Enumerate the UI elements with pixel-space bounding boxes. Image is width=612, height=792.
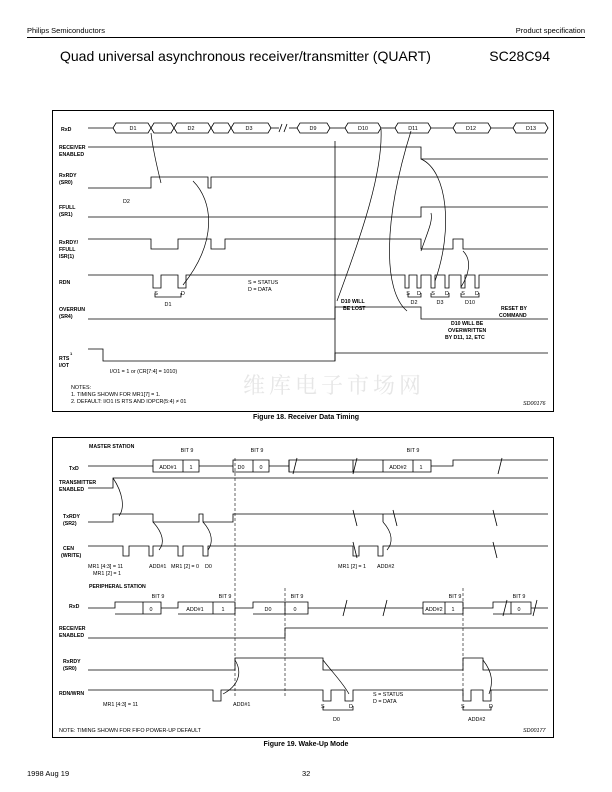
sig-iot: I/OT [59,363,70,369]
sig-ffull-2: FFULL [59,247,76,253]
sig-rxrdy-ffull: RxRDY/ [59,240,79,246]
bit9-label-3: BIT 9 [406,448,420,454]
sig-rxrdy: RxRDY [59,173,77,179]
watermark-text: 维库电子市场网 [243,374,426,399]
sig-sr0-19: (SR0) [63,666,77,672]
rdn-group-d1: D1 [164,302,172,308]
word-d11: D11 [408,126,418,132]
tx-bit-0: 0 [259,465,263,471]
sig-rxd: RxD [61,127,72,133]
company-name: Philips Semiconductors [27,26,105,35]
rdn-d3: D [445,291,449,297]
tx-d0: D0 [237,465,245,471]
sig-tx-enabled: ENABLED [59,487,85,493]
word-d10: D10 [358,126,368,132]
sig-rxd-19: RxD [69,604,80,610]
cen-add2: ADD#2 [377,564,395,570]
rdn-add2: ADD#2 [468,717,486,723]
rdn-group-d3: D3 [436,300,444,306]
sig-receiver-19: RECEIVER [59,626,86,632]
note-command: COMMAND [499,313,527,319]
rdn-d-2: D [489,704,493,710]
rdn-mr1-43: MR1 [4:3] = 11 [103,702,139,708]
notes-heading: NOTES: [71,385,92,391]
rdn-s4: S [461,291,465,297]
rx-bit-0c: 0 [517,607,521,613]
rx-d0: D0 [264,607,272,613]
rdn-d4: D [475,291,479,297]
rdn-s1: S [154,291,158,297]
rx-bit-1b: 1 [451,607,455,613]
sig-ffull: FFULL [59,205,76,211]
sig-receiver: RECEIVER [59,145,86,151]
label-d2: D2 [123,199,130,205]
document-type: Product specification [515,26,585,35]
bit9-label-1: BIT 9 [180,448,194,454]
legend-data-19: D = DATA [373,699,397,705]
sig-sr2: (SR2) [63,521,77,527]
cen-d0: D0 [205,564,212,570]
word-d1: D1 [129,126,137,132]
rdn-group-d2: D2 [410,300,418,306]
legend-data: D = DATA [248,287,272,293]
figure-19-wake-up-mode [52,437,554,738]
tx-bit-1b: 1 [419,465,423,471]
rdn-group-d10: D10 [465,300,475,306]
note-overwritten: OVERWRITTEN [448,328,487,334]
bit9-p1: BIT 9 [151,594,165,600]
notes-line-1: 1. TIMING SHOWN FOR MR1[7] = 1. [71,392,161,398]
word-d9: D9 [309,126,317,132]
cen-mr1-43: MR1 [4:3] = 11 [88,564,124,570]
sig-rts: RTS [59,356,70,362]
legend-status: S = STATUS [248,280,279,286]
io-note: I/O1 = 1 or (CR[7:4] = 1010) [110,369,178,375]
cen-mr1-2-1-a: MR1 [2] = 1 [93,571,122,577]
tx-add1: ADD#1 [159,465,177,471]
note-d10-will: D10 WILL [341,299,365,305]
rdn-add1: ADD#1 [233,702,251,708]
rdn-d1: D [181,291,185,297]
figure-18-diagram [53,111,553,411]
footer-page-number: 32 [302,769,311,778]
tx-bit-1: 1 [189,465,193,471]
sig-sr0: (SR0) [59,180,73,186]
rdn-s2: S [406,291,410,297]
figure-19-caption: Figure 19. Wake-Up Mode [263,741,349,748]
sig-txrdy: TxRDY [63,514,81,520]
sig-rxrdy-19: RxRDY [63,659,81,665]
footer-date: 1998 Aug 19 [27,769,70,778]
figure-code-19: SD00177 [523,728,546,734]
sig-enabled: ENABLED [59,152,85,158]
sig-write: (WRITE) [61,553,82,559]
rx-add1: ADD#1 [186,607,204,613]
sig-rdn-wrn: RDN/WRN [59,691,85,697]
sig-sr1: (SR1) [59,212,73,218]
cen-mr1-2-0: MR1 [2] = 0 [171,564,200,570]
part-number: SC28C94 [489,48,550,64]
figure-18-receiver-data-timing [52,110,554,412]
header-rule [27,37,585,38]
cen-add1: ADD#1 [149,564,167,570]
word-d12: D12 [466,126,476,132]
notes-line-2: 2. DEFAULT: I/O1 IS RTS AND IOPCR(5:4) ≠ 01 [71,399,187,405]
sig-cen: CEN [63,546,74,552]
figure-code-18: SD00176 [523,401,546,407]
rdn-d-1: D [349,704,353,710]
sig-overrun: OVERRUN [59,307,85,313]
figure-19-diagram [53,438,553,737]
note-by-d11: BY D11, 12, ETC [445,335,485,341]
note-d10-will-be: D10 WILL BE [451,321,484,327]
figure-18-caption: Figure 18. Receiver Data Timing [252,414,360,421]
peripheral-station-label: PERIPHERAL STATION [89,584,146,590]
tx-add2: ADD#2 [389,465,407,471]
sig-sr4: (SR4) [59,314,73,320]
page-title: Quad universal asynchronous receiver/transmitter (QUART) [60,48,431,64]
note-fifo: NOTE: TIMING SHOWN FOR FIFO POWER-UP DEFAULT [59,728,201,734]
rx-bit-1: 1 [221,607,225,613]
sig-txd: TxD [69,466,79,472]
bit9-p3: BIT 9 [290,594,304,600]
rts-superscript: 1 [70,351,73,356]
bit9-p4: BIT 9 [448,594,462,600]
sig-transmitter: TRANSMITTER [59,480,97,486]
word-d13: D13 [526,126,536,132]
word-d2: D2 [187,126,195,132]
legend-status-19: S = STATUS [373,692,404,698]
master-station-label: MASTER STATION [89,444,135,450]
bit9-label-2: BIT 9 [250,448,264,454]
sig-rdn: RDN [59,280,71,286]
rdn-s-2: S [461,704,465,710]
bit9-p5: BIT 9 [512,594,526,600]
cen-mr1-2-1: MR1 [2] = 1 [338,564,367,570]
bit9-p2: BIT 9 [218,594,232,600]
note-reset-by: RESET BY [501,306,527,312]
rx-add2: ADD#2 [425,607,443,613]
rx-bit-0b: 0 [293,607,297,613]
rdn-d0: D0 [333,717,340,723]
sig-isr1: ISR(1) [59,254,74,260]
note-be-lost: BE LOST [343,306,366,312]
rx-bit-0: 0 [149,607,153,613]
rdn-s-1: S [321,704,325,710]
sig-rx-enabled-19: ENABLED [59,633,85,639]
rdn-s3: S [431,291,435,297]
word-d3: D3 [245,126,253,132]
rdn-d2: D [417,291,421,297]
